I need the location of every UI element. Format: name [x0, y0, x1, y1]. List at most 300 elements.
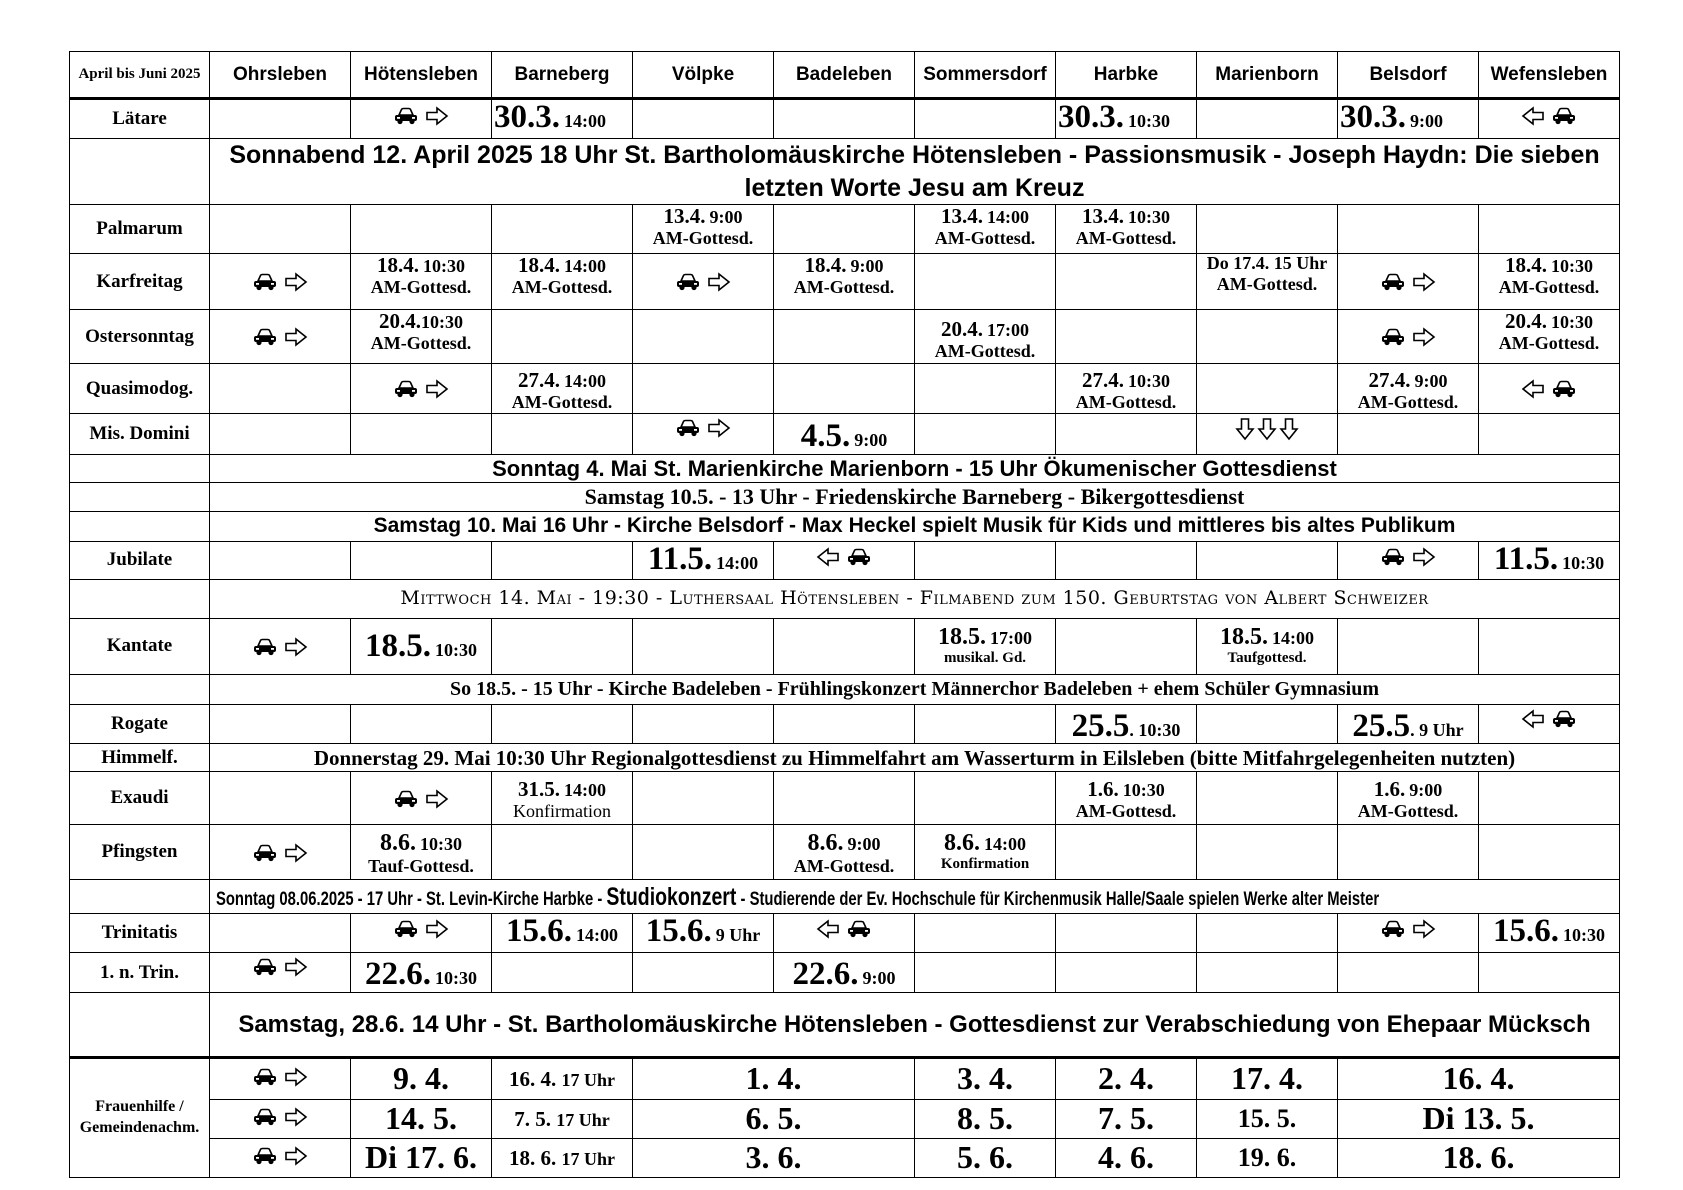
- service-time: 14:00: [984, 834, 1026, 855]
- arrow-right-icon: [425, 919, 449, 939]
- cell-service: [774, 414, 915, 455]
- cell-service: [1338, 99, 1479, 139]
- cell-empty: [774, 364, 915, 414]
- event-text: [216, 884, 1379, 910]
- service-time: . 10:30: [1129, 719, 1181, 740]
- service-date: 30.3.: [1340, 99, 1406, 135]
- cell-empty: [774, 618, 915, 674]
- row-label: Pfingsten: [70, 825, 210, 880]
- fh-voelpke: 1. 4.: [633, 1057, 915, 1099]
- service-time: 14:00: [1272, 627, 1314, 648]
- car-icon: [1551, 106, 1577, 126]
- service-time: 10:30: [1563, 925, 1605, 946]
- car-icon: [1551, 379, 1577, 399]
- service-time: 10:30: [1551, 312, 1593, 332]
- cell-service: [492, 364, 633, 414]
- service-date: 1.6.: [1373, 777, 1406, 802]
- arrow-right-icon: [284, 1146, 308, 1166]
- fh-barneberg-date: 18. 6.: [509, 1145, 557, 1170]
- service-time: 9 Uhr: [715, 925, 761, 946]
- row-exaudi: [70, 772, 1620, 825]
- service-date: 8.6.: [380, 830, 416, 857]
- cell-service: [915, 825, 1056, 880]
- cell-empty: [70, 579, 210, 618]
- car-icon: [675, 272, 701, 292]
- service-note: AM-Gottesd.: [511, 391, 613, 412]
- cell-travel: [1338, 541, 1479, 579]
- cell-empty: [633, 310, 774, 364]
- cell-service: [351, 254, 492, 310]
- cell-empty: [1197, 953, 1338, 993]
- row-palmarum: [70, 205, 1620, 254]
- service-note: AM-Gottesd.: [1075, 227, 1177, 248]
- arrow-right-icon: [284, 272, 308, 292]
- service-date: 18.4.: [377, 253, 419, 277]
- row-event-konzert: [70, 674, 1620, 704]
- car-icon: [1380, 272, 1406, 292]
- cell-empty: [1197, 541, 1338, 579]
- cell-travel: [774, 914, 915, 953]
- service-date: 18.5.: [365, 627, 431, 664]
- cell-service: [351, 953, 492, 993]
- service-date: 30.3.: [494, 99, 560, 135]
- fh-barneberg-time: 17 Uhr: [561, 1069, 615, 1090]
- cell-service: [351, 618, 492, 674]
- arrow-right-icon: [1412, 919, 1436, 939]
- car-icon: [252, 843, 278, 863]
- cell-empty: [70, 139, 210, 205]
- cell-empty: [1338, 618, 1479, 674]
- car-icon: [252, 327, 278, 347]
- fh-sommersdorf: 3. 4.: [915, 1057, 1056, 1099]
- service-time: 14:00: [564, 780, 606, 801]
- cell-empty: [210, 914, 351, 953]
- fh-hoetensleben: 9. 4.: [351, 1057, 492, 1099]
- service-time: 10:30: [1562, 552, 1605, 573]
- cell-service: [774, 825, 915, 880]
- service-time: 10:30: [423, 256, 465, 276]
- cell-empty: [492, 953, 633, 993]
- frauenhilfe-label: Frauenhilfe / Gemeindenachm.: [70, 1057, 210, 1177]
- service-time: 9:00: [1414, 371, 1448, 391]
- cell-empty: [1479, 414, 1620, 455]
- arrow-right-icon: [1412, 547, 1436, 567]
- cell-empty: [210, 772, 351, 825]
- cell-empty: [1479, 772, 1620, 825]
- cell-service: [915, 310, 1056, 364]
- event-text: Mittwoch 14. Mai - 19:30 - Luthersaal Hötensleben - Filmabend zum 150. Geburtstag von Albert Schweizer: [210, 579, 1620, 618]
- cell-travel: [1479, 99, 1620, 139]
- cell-empty: [210, 364, 351, 414]
- service-date: 13.4.: [1082, 204, 1124, 228]
- service-note: AM-Gottesd.: [1075, 391, 1177, 412]
- service-date: 15.6.: [645, 913, 712, 950]
- car-icon: [675, 418, 701, 438]
- service-date: 27.4.: [1082, 368, 1124, 392]
- service-date: Do 17.4. 15 Uhr: [1206, 253, 1328, 273]
- cell-empty: [1056, 414, 1197, 455]
- row-label: 1. n. Trin.: [70, 953, 210, 993]
- cell-service: [633, 914, 774, 953]
- service-date: 1.6.: [1087, 777, 1119, 802]
- service-date: 18.4.: [518, 253, 560, 277]
- cell-empty: [915, 99, 1056, 139]
- cell-empty: [70, 674, 210, 704]
- header-barneberg: Barneberg: [492, 52, 633, 99]
- cell-service: [774, 254, 915, 310]
- arrow-right-icon: [284, 1067, 308, 1087]
- cell-service: [1056, 205, 1197, 254]
- cell-travel: [1338, 914, 1479, 953]
- service-date: 22.6.: [792, 956, 859, 993]
- car-icon: [252, 957, 278, 977]
- fh-belsdorf: 16. 4.: [1338, 1057, 1620, 1099]
- row-frauenhilfe-1: [70, 1057, 1620, 1099]
- cell-empty: [774, 704, 915, 744]
- fh-belsdorf: 18. 6.: [1338, 1138, 1620, 1177]
- service-note: AM-Gottesd.: [511, 276, 613, 297]
- row-label: Palmarum: [70, 205, 210, 254]
- service-date: 13.4.: [663, 204, 706, 228]
- cell-empty: [633, 704, 774, 744]
- cell-empty: [492, 310, 633, 364]
- event-text-a: Sonntag 08.06.2025 - 17 Uhr - St. Levin-Kirche Harbke -: [216, 888, 603, 910]
- service-time: 17:00: [990, 627, 1032, 648]
- service-time: 10:30: [1551, 256, 1593, 276]
- cell-empty: [1197, 310, 1338, 364]
- header-marienborn: Marienborn: [1197, 52, 1338, 99]
- row-event-passion: [70, 139, 1620, 205]
- cell-empty: [70, 511, 210, 541]
- arrow-left-icon: [1521, 106, 1545, 126]
- arrow-right-icon: [284, 327, 308, 347]
- cell-service: [1479, 914, 1620, 953]
- service-time: 14:00: [987, 207, 1029, 227]
- fh-barneberg-time: 17 Uhr: [561, 1148, 615, 1169]
- row-misdomini: [70, 414, 1620, 455]
- cell-service: [1338, 704, 1479, 744]
- service-time: 10:30: [1128, 111, 1170, 131]
- service-time: 9:00: [1409, 780, 1443, 801]
- cell-empty: [1338, 953, 1479, 993]
- cell-travel: [351, 99, 492, 139]
- cell-empty: [915, 953, 1056, 993]
- service-date: 20.4.: [941, 317, 983, 341]
- header-sommersdorf: Sommersdorf: [915, 52, 1056, 99]
- service-date: 15.6.: [506, 913, 572, 950]
- cell-empty: [1056, 953, 1197, 993]
- cell-service: [351, 310, 492, 364]
- cell-empty: [1056, 254, 1197, 310]
- fh-sommersdorf: 5. 6.: [915, 1138, 1056, 1177]
- car-icon: [252, 1067, 278, 1087]
- service-date: 20.4.: [379, 309, 421, 333]
- car-icon: [393, 106, 419, 126]
- cell-empty: [633, 825, 774, 880]
- header-badeleben: Badeleben: [774, 52, 915, 99]
- header-period: April bis Juni 2025: [70, 52, 210, 99]
- cell-service: [1197, 618, 1338, 674]
- cell-empty: [915, 414, 1056, 455]
- fh-marienborn: 17. 4.: [1197, 1057, 1338, 1099]
- cell-empty: [1338, 414, 1479, 455]
- cell-service: [1479, 541, 1620, 579]
- cell-empty: [492, 825, 633, 880]
- row-frauenhilfe-3: [70, 1138, 1620, 1177]
- cell-service: [492, 772, 633, 825]
- row-label: Ostersonntag: [70, 310, 210, 364]
- arrow-right-icon: [1412, 272, 1436, 292]
- car-icon: [252, 637, 278, 657]
- service-date: 20.4.: [1505, 309, 1547, 333]
- cell-service: [1479, 254, 1620, 310]
- arrow-right-icon: [707, 272, 731, 292]
- service-time: 9:00: [854, 430, 888, 450]
- cell-empty: [1338, 825, 1479, 880]
- header-voelpke: Völpke: [633, 52, 774, 99]
- event-text: So 18.5. - 15 Uhr - Kirche Badeleben - Frühlingskonzert Männerchor Badeleben + ehem Schüler Gymnasium: [210, 674, 1620, 704]
- service-note: AM-Gottesd.: [934, 340, 1036, 361]
- cell-service: [915, 205, 1056, 254]
- cell-service: [1056, 99, 1197, 139]
- service-note: AM-Gottesd.: [1357, 391, 1459, 412]
- service-note: AM-Gottesd.: [370, 332, 472, 353]
- fh-marienborn: 15. 5.: [1197, 1099, 1338, 1138]
- service-time: 9:00: [850, 256, 884, 276]
- cell-empty: [492, 541, 633, 579]
- cell-empty: [1056, 541, 1197, 579]
- header-wefensleben: Wefensleben: [1479, 52, 1620, 99]
- arrow-right-icon: [284, 843, 308, 863]
- cell-travel: [210, 1057, 351, 1099]
- event-text-b: Studiokonzert: [606, 882, 737, 911]
- cell-empty: [915, 364, 1056, 414]
- cell-empty: [774, 772, 915, 825]
- row-himmelf: [70, 744, 1620, 772]
- row-pfingsten: [70, 825, 1620, 880]
- service-time: 14:00: [716, 552, 759, 573]
- cell-empty: [1197, 825, 1338, 880]
- cell-empty: [633, 772, 774, 825]
- fh-barneberg-time: 17 Uhr: [556, 1109, 610, 1130]
- cell-service: [633, 541, 774, 579]
- cell-empty: [1056, 310, 1197, 364]
- cell-empty: [1197, 99, 1338, 139]
- event-text: Donnerstag 29. Mai 10:30 Uhr Regionalgottesdienst zu Himmelfahrt am Wasserturm in Eilsleben (bitte Mitfahrgelegenheiten nutzten): [210, 744, 1620, 772]
- service-time: 9:00: [1410, 111, 1443, 131]
- cell-service: [351, 825, 492, 880]
- cell-empty: [1056, 618, 1197, 674]
- cell-empty: [1338, 205, 1479, 254]
- service-time: 9:00: [862, 968, 896, 989]
- car-icon: [1551, 709, 1577, 729]
- service-time: 14:00: [564, 256, 606, 276]
- service-date: 18.4.: [1505, 253, 1547, 277]
- car-icon: [846, 547, 872, 567]
- event-text: Samstag 10. Mai 16 Uhr - Kirche Belsdorf - Max Heckel spielt Musik für Kids und mittleres bis altes Publikum: [210, 511, 1620, 541]
- service-date: 25.5: [1352, 707, 1411, 744]
- cell-travel: [774, 541, 915, 579]
- service-time: 10:30: [435, 968, 477, 989]
- cell-empty: [1197, 772, 1338, 825]
- header-harbke: Harbke: [1056, 52, 1197, 99]
- service-note: AM-Gottesd.: [1075, 801, 1177, 822]
- cell-empty: [1197, 364, 1338, 414]
- cell-empty: [210, 205, 351, 254]
- service-time: 10:30: [1122, 780, 1165, 801]
- cell-travel: [1338, 310, 1479, 364]
- cell-service: [1338, 772, 1479, 825]
- cell-empty: [492, 618, 633, 674]
- row-event-biker: [70, 482, 1620, 511]
- service-note: AM-Gottesd.: [1498, 332, 1600, 353]
- row-ostersonntag: [70, 310, 1620, 364]
- fh-hoetensleben: Di 17. 6.: [351, 1138, 492, 1177]
- row-laetare: [70, 99, 1620, 139]
- fh-barneberg-date: 7. 5.: [514, 1106, 551, 1131]
- cell-travel: [210, 310, 351, 364]
- cell-service: [1479, 310, 1620, 364]
- cell-service: [774, 953, 915, 993]
- service-date: 11.5.: [647, 541, 713, 577]
- row-event-studio: [70, 880, 1620, 914]
- row-frauenhilfe-2: [70, 1099, 1620, 1138]
- cell-empty: [1479, 953, 1620, 993]
- arrow-right-icon: [425, 379, 449, 399]
- row-label: Kantate: [70, 618, 210, 674]
- car-icon: [393, 919, 419, 939]
- fh-barneberg: [492, 1057, 633, 1099]
- cell-empty: [492, 704, 633, 744]
- cell-empty: [1197, 914, 1338, 953]
- event-text: Samstag, 28.6. 14 Uhr - St. Bartholomäuskirche Hötensleben - Gottesdienst zur Verabschiedung von Ehepaar Mücksch: [210, 992, 1620, 1057]
- service-date: 25.5: [1071, 707, 1130, 744]
- cell-service: [1056, 704, 1197, 744]
- cell-travel: [351, 364, 492, 414]
- cell-service: [1056, 772, 1197, 825]
- service-date: 18.4.: [804, 253, 847, 277]
- row-label: Mis. Domini: [70, 414, 210, 455]
- service-date: 18.5.: [938, 623, 986, 650]
- service-time: 10:30: [1128, 371, 1170, 391]
- cell-empty: [70, 454, 210, 482]
- service-time: 10:30: [420, 834, 462, 855]
- car-icon: [252, 272, 278, 292]
- fh-barneberg: [492, 1138, 633, 1177]
- service-date: 13.4.: [941, 204, 983, 228]
- row-label: Exaudi: [70, 772, 210, 825]
- arrow-right-icon: [425, 106, 449, 126]
- service-date: 31.5.: [518, 777, 560, 802]
- row-label: Quasimodog.: [70, 364, 210, 414]
- arrow-right-icon: [284, 957, 308, 977]
- cell-travel: [633, 254, 774, 310]
- service-time: 17:00: [987, 320, 1029, 340]
- service-time: 9:00: [847, 834, 881, 855]
- cell-empty: [210, 99, 351, 139]
- service-time: 10:30: [1128, 207, 1170, 227]
- arrow-left-icon: [816, 919, 840, 939]
- cell-travel: [1338, 254, 1479, 310]
- service-date: 15.6.: [1493, 913, 1559, 950]
- row-label: Lätare: [70, 99, 210, 139]
- cell-empty: [1479, 825, 1620, 880]
- row-event-film: [70, 579, 1620, 618]
- header-hoetensleben: Hötensleben: [351, 52, 492, 99]
- cell-empty: [1479, 618, 1620, 674]
- service-date: 22.6.: [365, 956, 431, 993]
- cell-empty: [1056, 825, 1197, 880]
- service-note: AM-Gottesd.: [934, 227, 1036, 248]
- header-belsdorf: Belsdorf: [1338, 52, 1479, 99]
- cell-service: [492, 99, 633, 139]
- cell-empty: [1479, 205, 1620, 254]
- cell-empty: [351, 704, 492, 744]
- arrow-down-icon: [1257, 417, 1277, 441]
- fh-harbke: 4. 6.: [1056, 1138, 1197, 1177]
- service-date: 30.3.: [1058, 99, 1124, 135]
- service-note: AM-Gottesd.: [1357, 801, 1459, 822]
- fh-marienborn: 19. 6.: [1197, 1138, 1338, 1177]
- cell-empty: [70, 482, 210, 511]
- fh-sommersdorf: 8. 5.: [915, 1099, 1056, 1138]
- service-note: AM-Gottesd.: [793, 856, 895, 877]
- cell-service: [1056, 364, 1197, 414]
- service-time: 14:00: [576, 925, 618, 946]
- car-icon: [1380, 919, 1406, 939]
- service-date: 18.5.: [1220, 623, 1268, 650]
- car-icon: [252, 1107, 278, 1127]
- car-icon: [393, 789, 419, 809]
- fh-barneberg-date: 16. 4.: [509, 1066, 557, 1091]
- row-rogate: [70, 704, 1620, 744]
- fh-voelpke: 3. 6.: [633, 1138, 915, 1177]
- cell-service: [1197, 254, 1338, 310]
- arrow-right-icon: [1412, 327, 1436, 347]
- service-date: 8.6.: [944, 830, 980, 857]
- service-note: AM-Gottesd.: [793, 276, 895, 297]
- cell-empty: [774, 310, 915, 364]
- cell-service: [492, 914, 633, 953]
- cell-empty: [915, 254, 1056, 310]
- service-note: Konfirmation: [940, 856, 1030, 873]
- cell-service: [1338, 364, 1479, 414]
- service-note: AM-Gottesd.: [652, 227, 754, 248]
- row-kantate: [70, 618, 1620, 674]
- row-label: Trinitatis: [70, 914, 210, 953]
- service-date: 11.5.: [1493, 541, 1559, 577]
- service-date: 8.6.: [807, 830, 844, 857]
- fh-harbke: 7. 5.: [1056, 1099, 1197, 1138]
- cell-empty: [633, 99, 774, 139]
- cell-travel: [351, 772, 492, 825]
- service-time: 14:00: [564, 371, 606, 391]
- service-note: AM-Gottesd.: [1216, 273, 1318, 294]
- car-icon: [393, 379, 419, 399]
- car-icon: [1380, 327, 1406, 347]
- cell-empty: [915, 704, 1056, 744]
- cell-travel: [210, 254, 351, 310]
- service-note: Konfirmation: [513, 801, 611, 822]
- row-event-belsdorf: [70, 511, 1620, 541]
- arrow-left-icon: [1521, 379, 1545, 399]
- event-text: Sonnabend 12. April 2025 18 Uhr St. Bartholomäuskirche Hötensleben - Passionsmusik - Joseph Haydn: Die sieben letzten Worte Jesu am Kreuz: [210, 139, 1620, 205]
- row-karfreitag: [70, 254, 1620, 310]
- cell-empty: [1056, 914, 1197, 953]
- service-time: 14:00: [564, 111, 606, 131]
- cell-empty: [1197, 704, 1338, 744]
- cell-empty: [915, 914, 1056, 953]
